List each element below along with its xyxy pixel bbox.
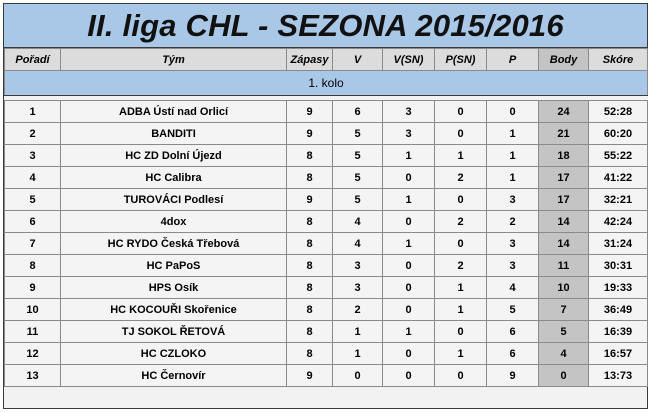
table-row	[5, 123, 648, 145]
team-cell: ADBA Ústí nad Orlicí	[61, 101, 287, 123]
losses-shootout-cell: 2	[435, 167, 487, 189]
wins-cell: 3	[333, 255, 383, 277]
standings-table-container	[3, 3, 648, 409]
points-cell: 14	[539, 233, 589, 255]
points-cell: 21	[539, 123, 589, 145]
header-wins: V	[333, 49, 383, 71]
score-cell: 16:39	[589, 321, 648, 343]
losses-cell: 4	[487, 277, 539, 299]
losses-shootout-cell: 0	[435, 123, 487, 145]
header-losses-shootout: P(SN)	[435, 49, 487, 71]
losses-shootout-cell: 0	[435, 321, 487, 343]
wins-cell: 3	[333, 277, 383, 299]
position-cell: 4	[5, 167, 61, 189]
round-row	[5, 71, 648, 96]
position-cell: 10	[5, 299, 61, 321]
matches-cell: 9	[287, 101, 333, 123]
position-cell: 7	[5, 233, 61, 255]
position-cell: 6	[5, 211, 61, 233]
points-cell: 24	[539, 101, 589, 123]
position-cell: 5	[5, 189, 61, 211]
team-cell: HC PaPoS	[61, 255, 287, 277]
score-cell: 60:20	[589, 123, 648, 145]
table-row	[5, 233, 648, 255]
wins-shootout-cell: 0	[383, 343, 435, 365]
losses-shootout-cell: 1	[435, 145, 487, 167]
losses-shootout-cell: 0	[435, 189, 487, 211]
wins-cell: 5	[333, 167, 383, 189]
points-cell: 17	[539, 189, 589, 211]
losses-shootout-cell: 2	[435, 255, 487, 277]
losses-cell: 1	[487, 145, 539, 167]
table-row	[5, 299, 648, 321]
wins-shootout-cell: 0	[383, 277, 435, 299]
position-cell: 3	[5, 145, 61, 167]
team-cell: HC KOCOUŘI Skořenice	[61, 299, 287, 321]
table-row	[5, 277, 648, 299]
position-cell: 11	[5, 321, 61, 343]
score-cell: 52:28	[589, 101, 648, 123]
losses-shootout-cell: 2	[435, 211, 487, 233]
losses-cell: 2	[487, 211, 539, 233]
points-cell: 10	[539, 277, 589, 299]
wins-shootout-cell: 0	[383, 211, 435, 233]
wins-shootout-cell: 3	[383, 123, 435, 145]
team-cell: BANDITI	[61, 123, 287, 145]
points-cell: 11	[539, 255, 589, 277]
losses-cell: 3	[487, 255, 539, 277]
matches-cell: 8	[287, 145, 333, 167]
position-cell: 9	[5, 277, 61, 299]
header-row	[5, 49, 648, 71]
losses-shootout-cell: 1	[435, 299, 487, 321]
header-points: Body	[539, 49, 589, 71]
round-label: 1. kolo	[5, 71, 648, 96]
table-row	[5, 365, 648, 387]
team-cell: HC ZD Dolní Újezd	[61, 145, 287, 167]
score-cell: 13:73	[589, 365, 648, 387]
score-cell: 36:49	[589, 299, 648, 321]
score-cell: 19:33	[589, 277, 648, 299]
points-cell: 5	[539, 321, 589, 343]
losses-cell: 6	[487, 321, 539, 343]
team-cell: TUROVÁCI Podlesí	[61, 189, 287, 211]
losses-cell: 3	[487, 233, 539, 255]
matches-cell: 9	[287, 365, 333, 387]
matches-cell: 8	[287, 299, 333, 321]
losses-shootout-cell: 0	[435, 365, 487, 387]
team-cell: HC Černovír	[61, 365, 287, 387]
score-cell: 16:57	[589, 343, 648, 365]
score-cell: 31:24	[589, 233, 648, 255]
wins-cell: 1	[333, 343, 383, 365]
matches-cell: 9	[287, 123, 333, 145]
points-cell: 18	[539, 145, 589, 167]
losses-shootout-cell: 1	[435, 277, 487, 299]
matches-cell: 8	[287, 167, 333, 189]
position-cell: 12	[5, 343, 61, 365]
points-cell: 7	[539, 299, 589, 321]
matches-cell: 9	[287, 189, 333, 211]
points-cell: 4	[539, 343, 589, 365]
team-cell: 4dox	[61, 211, 287, 233]
wins-shootout-cell: 3	[383, 101, 435, 123]
wins-shootout-cell: 0	[383, 365, 435, 387]
points-cell: 14	[539, 211, 589, 233]
matches-cell: 8	[287, 321, 333, 343]
losses-cell: 5	[487, 299, 539, 321]
table-row	[5, 101, 648, 123]
table-row	[5, 167, 648, 189]
team-cell: HC Calibra	[61, 167, 287, 189]
team-cell: TJ SOKOL ŘETOVÁ	[61, 321, 287, 343]
losses-cell: 0	[487, 101, 539, 123]
score-cell: 42:24	[589, 211, 648, 233]
position-cell: 1	[5, 101, 61, 123]
losses-shootout-cell: 1	[435, 343, 487, 365]
matches-cell: 8	[287, 343, 333, 365]
header-losses: P	[487, 49, 539, 71]
header-position: Pořadí	[5, 49, 61, 71]
matches-cell: 8	[287, 277, 333, 299]
table-row	[5, 321, 648, 343]
table-row	[5, 255, 648, 277]
header-matches: Zápasy	[287, 49, 333, 71]
losses-cell: 3	[487, 189, 539, 211]
table-row	[5, 145, 648, 167]
wins-cell: 4	[333, 211, 383, 233]
matches-cell: 8	[287, 255, 333, 277]
page-title: II. liga CHL - SEZONA 2015/2016	[87, 7, 564, 43]
wins-shootout-cell: 0	[383, 167, 435, 189]
score-cell: 55:22	[589, 145, 648, 167]
wins-cell: 1	[333, 321, 383, 343]
team-cell: HC RYDO Česká Třebová	[61, 233, 287, 255]
team-cell: HC CZLOKO	[61, 343, 287, 365]
score-cell: 32:21	[589, 189, 648, 211]
position-cell: 13	[5, 365, 61, 387]
table-row	[5, 211, 648, 233]
score-cell: 41:22	[589, 167, 648, 189]
wins-cell: 5	[333, 123, 383, 145]
wins-shootout-cell: 1	[383, 233, 435, 255]
wins-shootout-cell: 1	[383, 189, 435, 211]
points-cell: 17	[539, 167, 589, 189]
position-cell: 2	[5, 123, 61, 145]
position-cell: 8	[5, 255, 61, 277]
table-row	[5, 189, 648, 211]
wins-cell: 2	[333, 299, 383, 321]
losses-cell: 6	[487, 343, 539, 365]
team-cell: HPS Osík	[61, 277, 287, 299]
losses-shootout-cell: 0	[435, 233, 487, 255]
points-cell: 0	[539, 365, 589, 387]
matches-cell: 8	[287, 233, 333, 255]
wins-cell: 0	[333, 365, 383, 387]
header-wins-shootout: V(SN)	[383, 49, 435, 71]
losses-cell: 9	[487, 365, 539, 387]
losses-shootout-cell: 0	[435, 101, 487, 123]
losses-cell: 1	[487, 167, 539, 189]
wins-cell: 4	[333, 233, 383, 255]
score-cell: 30:31	[589, 255, 648, 277]
wins-shootout-cell: 0	[383, 299, 435, 321]
title-banner	[4, 4, 647, 48]
table-row	[5, 343, 648, 365]
wins-shootout-cell: 1	[383, 145, 435, 167]
wins-shootout-cell: 0	[383, 255, 435, 277]
wins-cell: 5	[333, 145, 383, 167]
wins-shootout-cell: 1	[383, 321, 435, 343]
wins-cell: 6	[333, 101, 383, 123]
wins-cell: 5	[333, 189, 383, 211]
losses-cell: 1	[487, 123, 539, 145]
matches-cell: 8	[287, 211, 333, 233]
header-score: Skóre	[589, 49, 648, 71]
header-team: Tým	[61, 49, 287, 71]
standings-table	[4, 48, 648, 387]
